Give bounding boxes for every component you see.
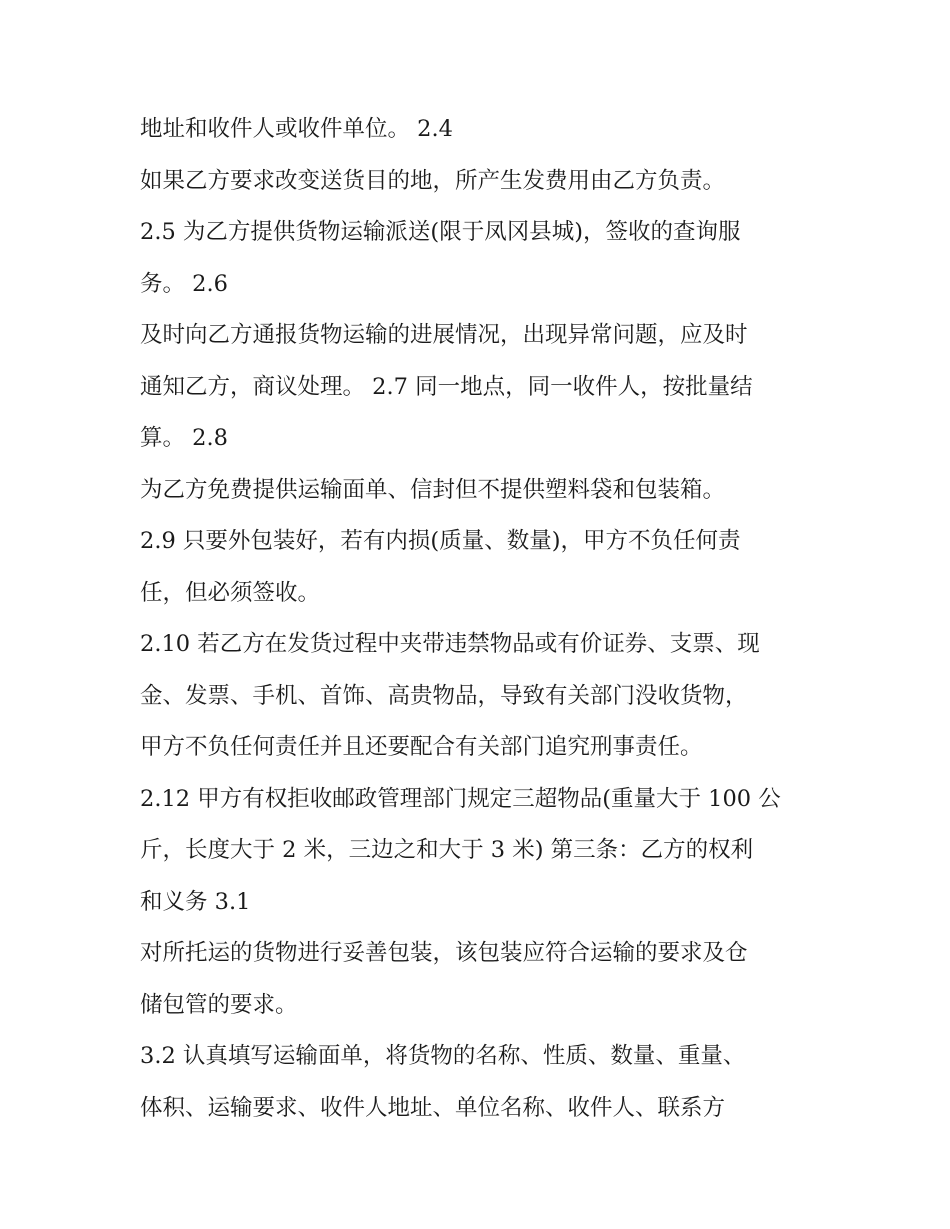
text-line: 务。 2.6 bbox=[140, 270, 228, 297]
text-line: 和义务 3.1 bbox=[140, 888, 251, 915]
text-line: 如果乙方要求改变送货目的地，所产生发费用由乙方负责。 bbox=[140, 167, 726, 194]
text-line: 2.10 若乙方在发货过程中夹带违禁物品或有价证券、支票、现 bbox=[140, 631, 760, 657]
text-line: 储包管的要求。 bbox=[140, 991, 298, 1018]
text-line: 地址和收件人或收件单位。 2.4 bbox=[140, 116, 453, 142]
text-line: 斤，长度大于 2 米，三边之和大于 3 米) 第三条：乙方的权利 bbox=[140, 837, 754, 863]
text-line: 3.2 认真填写运输面单，将货物的名称、性质、数量、重量、 bbox=[140, 1043, 746, 1069]
text-line: 对所托运的货物进行妥善包装，该包装应符合运输的要求及仓 bbox=[140, 940, 748, 966]
text-line: 为乙方免费提供运输面单、信封但不提供塑料袋和包装箱。 bbox=[140, 476, 726, 503]
contract-body-text bbox=[140, 104, 820, 1134]
text-line: 算。 2.8 bbox=[140, 425, 228, 451]
text-line: 体积、运输要求、收件人地址、单位名称、收件人、联系方 bbox=[140, 1094, 726, 1121]
text-line: 及时向乙方通报货物运输的进展情况，出现异常问题，应及时 bbox=[140, 322, 748, 348]
text-line: 甲方不负任何责任并且还要配合有关部门追究刑事责任。 bbox=[140, 734, 703, 760]
text-line: 任，但必须签收。 bbox=[140, 579, 321, 606]
text-line: 通知乙方，商议处理。 2.7 同一地点，同一收件人，按批量结 bbox=[140, 373, 753, 400]
text-line: 2.9 只要外包装好，若有内损(质量、数量)，甲方不负任何责 bbox=[140, 528, 741, 554]
text-line: 金、发票、手机、首饰、高贵物品，导致有关部门没收货物， bbox=[140, 682, 748, 709]
text-line: 2.5 为乙方提供货物运输派送(限于凤冈县城)，签收的查询服 bbox=[140, 219, 741, 245]
text-line: 2.12 甲方有权拒收邮政管理部门规定三超物品(重量大于 100 公 bbox=[140, 785, 781, 812]
